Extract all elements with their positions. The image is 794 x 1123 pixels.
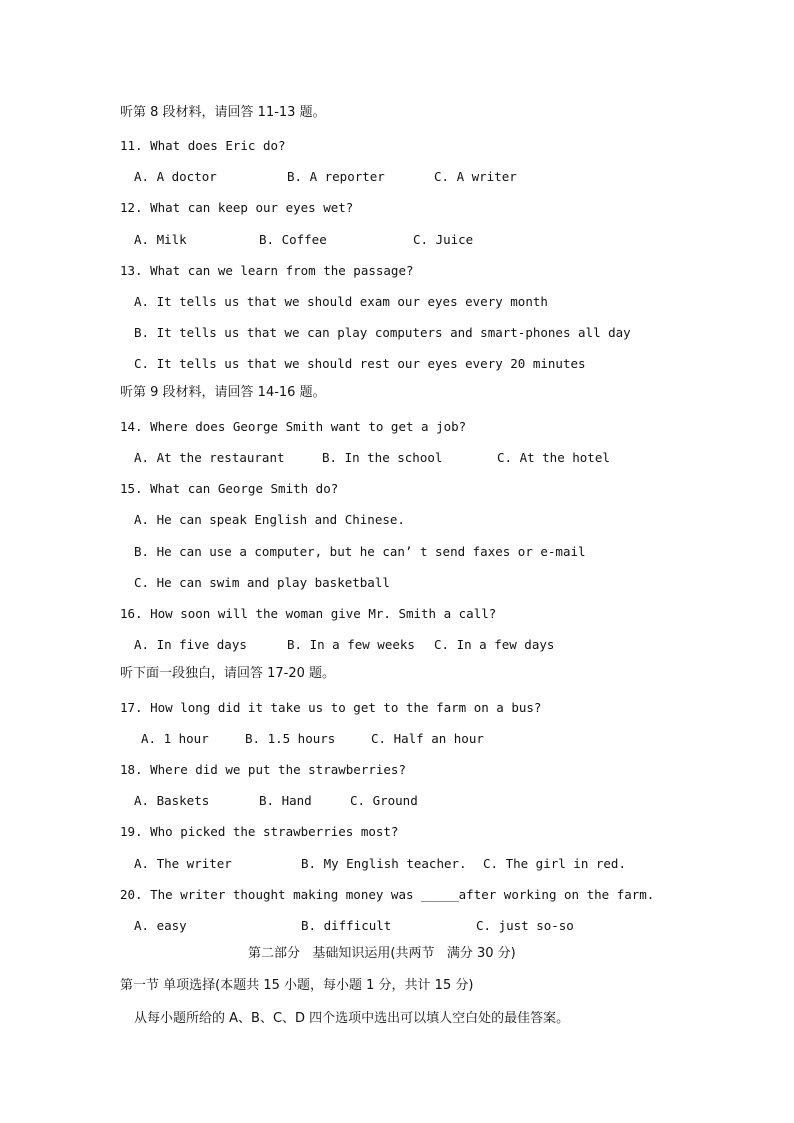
section-intro-9: 听第 9 段材料，请回答 14-16 题。 bbox=[120, 385, 326, 400]
option-20-a: A. easy bbox=[134, 918, 187, 933]
section-intro-8: 听第 8 段材料，请回答 11-13 题。 bbox=[120, 105, 326, 120]
option-18-b: B. Hand bbox=[259, 793, 312, 808]
option-16-a: A. In five days bbox=[134, 637, 247, 652]
option-13-a: A. It tells us that we should exam our eyes every month bbox=[134, 294, 548, 309]
question-20: 20. The writer thought making money was _____after working on the farm. bbox=[120, 887, 655, 902]
option-19-b: B. My English teacher. bbox=[301, 856, 467, 871]
option-15-a: A. He can speak English and Chinese. bbox=[134, 512, 405, 527]
option-12-b: B. Coffee bbox=[259, 232, 327, 247]
option-11-b: B. A reporter bbox=[287, 169, 385, 184]
option-15-b: B. He can use a computer, but he can’ t send faxes or e-mail bbox=[134, 544, 586, 559]
part2-section-title: 第一节 单项选择(本题共 15 小题，每小题 1 分，共计 15 分) bbox=[120, 978, 474, 993]
option-16-c: C. In a few days bbox=[434, 637, 555, 652]
question-11: 11. What does Eric do? bbox=[120, 138, 286, 153]
option-17-a: A. 1 hour bbox=[141, 731, 209, 746]
question-13: 13. What can we learn from the passage? bbox=[120, 263, 414, 278]
question-19: 19. Who picked the strawberries most? bbox=[120, 824, 399, 839]
question-18: 18. Where did we put the strawberries? bbox=[120, 762, 406, 777]
question-12: 12. What can keep our eyes wet? bbox=[120, 200, 354, 215]
option-13-b: B. It tells us that we can play computers and smart-phones all day bbox=[134, 325, 631, 340]
option-20-c: C. just so-so bbox=[476, 918, 574, 933]
option-19-c: C. The girl in red. bbox=[483, 856, 626, 871]
option-12-a: A. Milk bbox=[134, 232, 187, 247]
question-15: 15. What can George Smith do? bbox=[120, 481, 339, 496]
option-13-c: C. It tells us that we should rest our eyes every 20 minutes bbox=[134, 356, 586, 371]
option-11-a: A. A doctor bbox=[134, 169, 217, 184]
option-16-b: B. In a few weeks bbox=[287, 637, 415, 652]
part2-instruction: 从每小题所给的 A、B、C、D 四个选项中选出可以填人空白处的最佳答案。 bbox=[134, 1011, 570, 1026]
option-19-a: A. The writer bbox=[134, 856, 232, 871]
part2-heading: 第二部分 基础知识运用(共两节 满分 30 分) bbox=[248, 946, 516, 961]
question-17: 17. How long did it take us to get to the farm on a bus? bbox=[120, 700, 542, 715]
option-14-c: C. At the hotel bbox=[497, 450, 610, 465]
question-14: 14. Where does George Smith want to get a job? bbox=[120, 419, 467, 434]
option-18-c: C. Ground bbox=[350, 793, 418, 808]
section-intro-monologue: 听下面一段独白，请回答 17-20 题。 bbox=[120, 666, 336, 681]
option-18-a: A. Baskets bbox=[134, 793, 210, 808]
question-16: 16. How soon will the woman give Mr. Smith a call? bbox=[120, 606, 497, 621]
option-14-b: B. In the school bbox=[322, 450, 443, 465]
option-20-b: B. difficult bbox=[301, 918, 392, 933]
option-11-c: C. A writer bbox=[434, 169, 517, 184]
option-17-c: C. Half an hour bbox=[371, 731, 484, 746]
option-17-b: B. 1.5 hours bbox=[245, 731, 336, 746]
option-14-a: A. At the restaurant bbox=[134, 450, 285, 465]
option-15-c: C. He can swim and play basketball bbox=[134, 575, 390, 590]
option-12-c: C. Juice bbox=[413, 232, 474, 247]
